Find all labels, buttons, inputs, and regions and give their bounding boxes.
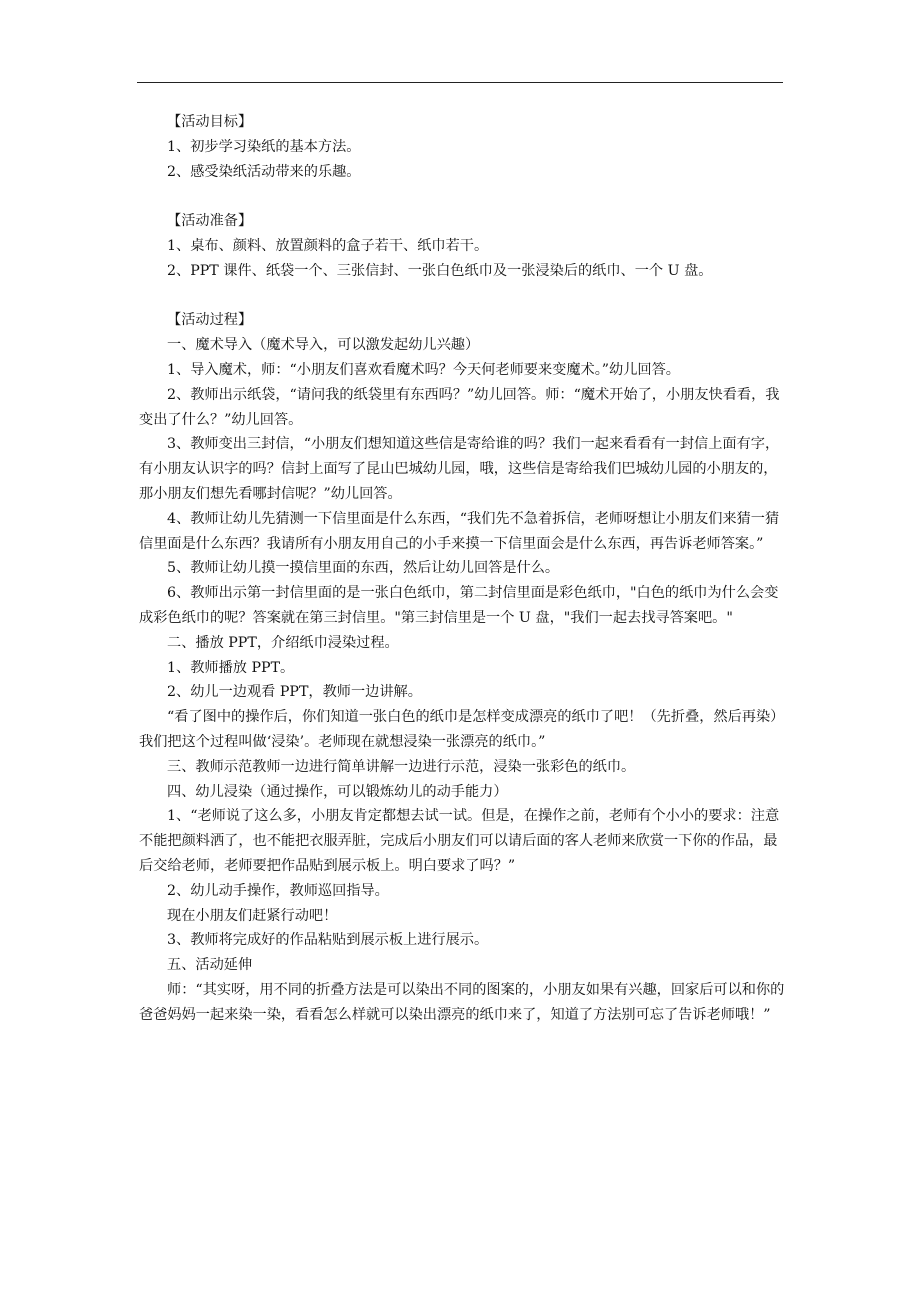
process-paragraph: 3、教师变出三封信，“小朋友们想知道这些信是寄给谁的吗？我们一起来看看有一封信上面有字， 有小朋友认识字的吗？信封上面写了昆山巴城幼儿园，哦，这些信是寄给我们巴城幼儿园的小朋友的，那小朋友们想先看哪封信呢？”幼儿回答。 [139,436,787,502]
process-step-heading: 四、幼儿浸染（通过操作，可以锻炼幼儿的动手能力） [167,783,508,800]
process-paragraph: 5、教师让幼儿摸一摸信里面的东西，然后让幼儿回答是什么。 [167,560,560,577]
process-paragraph: 3、教师将完成好的作品粘贴到展示板上进行展示。 [167,932,489,949]
process-paragraph: 6、教师出示第一封信里面的是一张白色纸巾，第二封信里面是彩色纸巾，"白色的纸巾为什么会变成彩色纸巾的呢？答案就在第三封信里。"第三封信里是一个 U 盘，"我们一起去找寻答案吧。" [139,585,779,626]
prep-item: 1、桌布、颜料、放置颜料的盒子若干、纸巾若干。 [167,237,489,254]
goals-heading: 【活动目标】 [167,114,253,130]
process-paragraph: 1、导入魔术，师：“小朋友们喜欢看魔术吗？今天何老师要来变魔术。”幼儿回答。 [167,361,680,378]
prep-heading: 【活动准备】 [167,213,253,230]
process-paragraph: 1、教师播放 PPT。 [167,659,295,676]
section-gap [139,184,785,209]
process-paragraph: 4、教师让幼儿先猜测一下信里面是什么东西，“我们先不急着拆信，老师呀想让小朋友们来猜一猜信里面是什么东西？我请所有小朋友用自己的小手来摸一下信里面会是什么东西，再告诉老师答案。” [139,510,780,552]
header-rule [137,82,783,83]
process-step-heading: 一、魔术导入（魔术导入，可以激发起幼儿兴趣） [167,337,480,354]
goal-item: 1、初步学习染纸的基本方法。 [167,138,361,155]
document-body [139,110,785,1027]
prep-item: 2、PPT 课件、纸袋一个、三张信封、一张白色纸巾及一张浸染后的纸巾、一个 U 盘。 [167,262,713,279]
goal-item: 2、感受染纸活动带来的乐趣。 [167,163,361,180]
process-heading: 【活动过程】 [167,312,253,329]
process-step-heading: 三、教师示范教师一边进行简单讲解一边进行示范，浸染一张彩色的纸巾。 [167,758,636,775]
process-step-heading: 五、活动延伸 [167,957,253,974]
process-paragraph: 2、教师出示纸袋，“请问我的纸袋里有东西吗？”幼儿回答。师：“魔术开始了，小朋友快看看，我变出了什么？”幼儿回答。 [139,386,780,428]
section-gap [139,284,785,309]
process-paragraph: 1、“老师说了这么多，小朋友肯定都想去试一试。但是，在操作之前，老师有个小小的要求：注意不能把颜料洒了，也不能把衣服弄脏，完成后小朋友们可以请后面的客人老师来欣赏一下你的作品，最后交给老师，老师要把作品贴到展示板上。明白要求了吗？” [139,808,780,874]
process-paragraph: 现在小朋友们赶紧行动吧！ [167,907,338,924]
process-paragraph: 2、幼儿动手操作，教师巡回指导。 [167,882,389,899]
process-step-heading: 二、播放 PPT，介绍纸巾浸染过程。 [167,634,399,651]
process-paragraph: “看了图中的操作后，你们知道一张白色的纸巾是怎样变成漂亮的纸巾了吧！（先折叠，然后再染）我们把这个过程叫做‘浸染’。老师现在就想浸染一张漂亮的纸巾。” [139,709,785,750]
process-paragraph: 师：“其实呀，用不同的折叠方法是可以染出不同的图案的，小朋友如果有兴趣，回家后可以和你的爸爸妈妈一起来染一染，看看怎么样就可以染出漂亮的纸巾来了，知道了方法别可忘了告诉老师哦！” [139,981,785,1023]
process-paragraph: 2、幼儿一边观看 PPT，教师一边讲解。 [167,684,422,701]
